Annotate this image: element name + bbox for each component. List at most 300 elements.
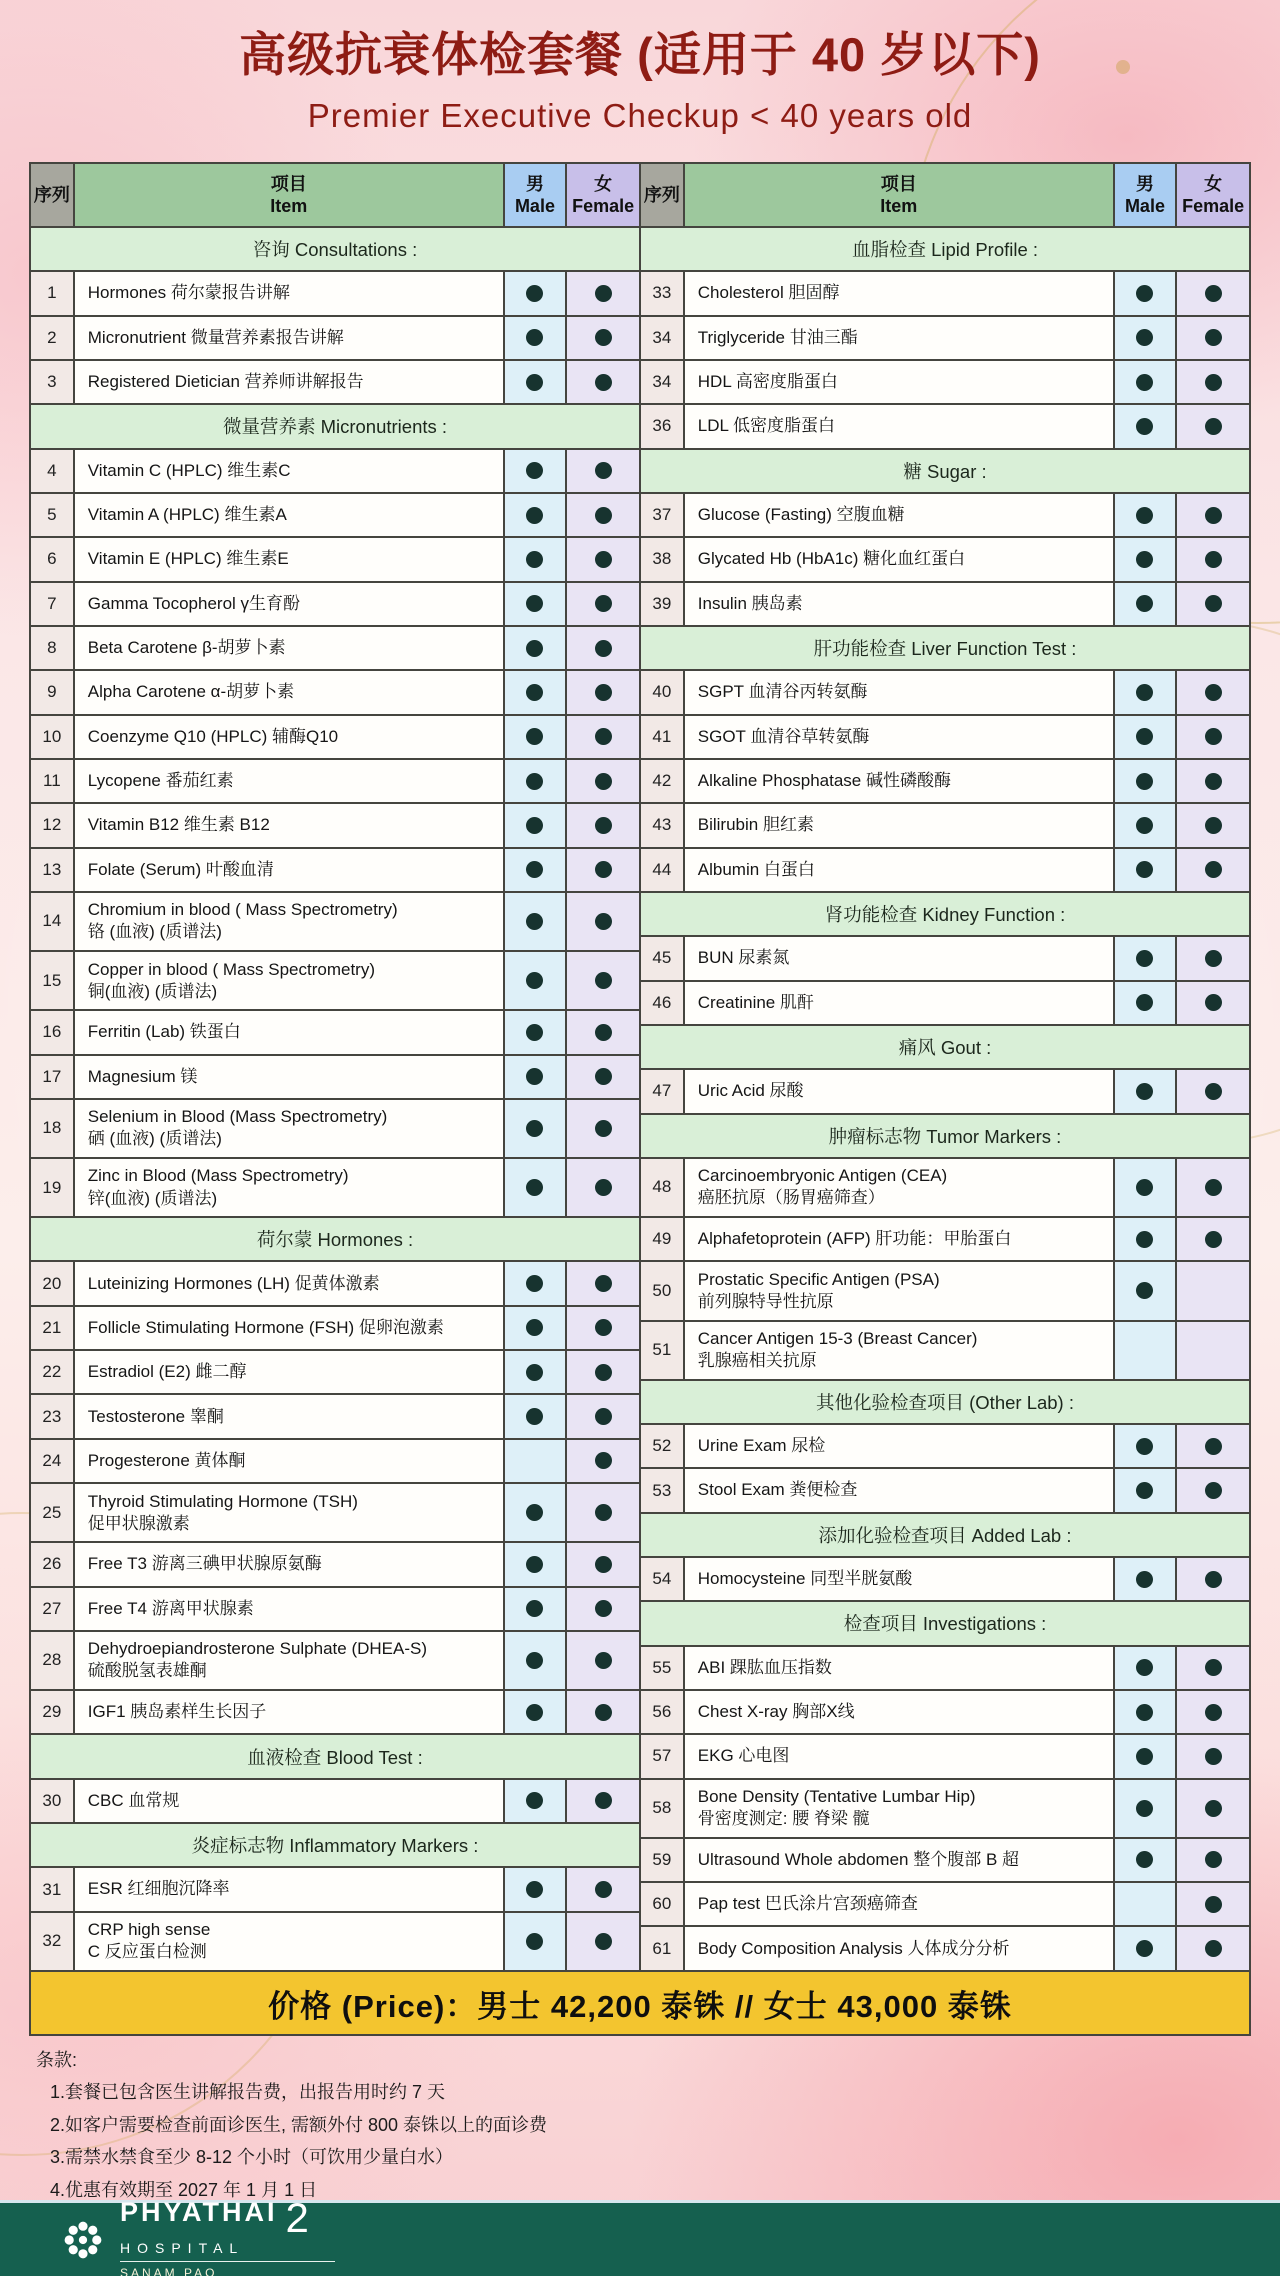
flower-icon <box>60 2217 106 2263</box>
male-cell <box>505 804 568 846</box>
male-cell <box>505 893 568 950</box>
table-row <box>641 1262 1249 1321</box>
seq-cell: 52 <box>641 1425 685 1467</box>
seq-cell: 58 <box>641 1780 685 1837</box>
item-cell: Urine Exam 尿检 <box>685 1425 1115 1467</box>
female-cell <box>567 450 639 492</box>
item-cell: Free T4 游离甲状腺素 <box>75 1588 505 1630</box>
included-dot-icon <box>595 1600 612 1617</box>
table-row <box>641 671 1249 715</box>
included-dot-icon <box>526 728 543 745</box>
included-dot-icon <box>595 374 612 391</box>
included-dot-icon <box>1205 374 1222 391</box>
table-left-half <box>31 164 639 1970</box>
item-text-line2: 乳腺癌相关抗原 <box>697 1351 817 1371</box>
included-dot-icon <box>595 773 612 790</box>
item-cell: Ultrasound Whole abdomen 整个腹部 B 超 <box>685 1839 1115 1881</box>
seq-cell: 23 <box>31 1395 75 1437</box>
section-row: 荷尔蒙 Hormones : <box>31 1218 639 1262</box>
header-item <box>685 164 1115 226</box>
table-row <box>641 538 1249 582</box>
female-cell <box>1177 1691 1249 1733</box>
included-dot-icon <box>526 1556 543 1573</box>
included-dot-icon <box>1205 994 1222 1011</box>
item-text-line1: Dehydroepiandrosterone Sulphate (DHEA-S) <box>87 1639 428 1659</box>
item-cell: Ferritin (Lab) 铁蛋白 <box>75 1011 505 1053</box>
table-row <box>31 272 639 316</box>
included-dot-icon <box>595 1792 612 1809</box>
section-row: 添加化验检查项目 Added Lab : <box>641 1514 1249 1558</box>
section-row: 炎症标志物 Inflammatory Markers : <box>31 1824 639 1868</box>
table-row <box>31 1159 639 1218</box>
included-dot-icon <box>595 1408 612 1425</box>
female-cell <box>567 583 639 625</box>
included-dot-icon <box>1136 684 1153 701</box>
included-dot-icon <box>526 1179 543 1196</box>
seq-cell: 60 <box>641 1883 685 1925</box>
item-cell: Testosterone 睾酮 <box>75 1395 505 1437</box>
item-cell: Beta Carotene β-胡萝卜素 <box>75 627 505 669</box>
male-cell <box>1115 1425 1178 1467</box>
terms-notes <box>36 2044 547 2206</box>
included-dot-icon <box>526 640 543 657</box>
included-dot-icon <box>595 1024 612 1041</box>
item-cell: LDL 低密度脂蛋白 <box>685 405 1115 447</box>
seq-cell: 51 <box>641 1322 685 1379</box>
table-row <box>641 1735 1249 1779</box>
seq-cell: 14 <box>31 893 75 950</box>
male-cell <box>505 1056 568 1098</box>
seq-cell: 28 <box>31 1632 75 1689</box>
included-dot-icon <box>526 507 543 524</box>
section-row: 肿瘤标志物 Tumor Markers : <box>641 1115 1249 1159</box>
included-dot-icon <box>526 285 543 302</box>
male-cell <box>505 671 568 713</box>
included-dot-icon <box>1205 1851 1222 1868</box>
table-row <box>641 405 1249 449</box>
included-dot-icon <box>1136 595 1153 612</box>
hospital-number: 2 <box>285 2194 309 2242</box>
item-text-line1: Chromium in blood ( Mass Spectrometry) <box>87 900 398 920</box>
male-cell <box>505 538 568 580</box>
seq-cell: 38 <box>641 538 685 580</box>
logo-divider <box>120 2261 335 2262</box>
item-cell: ESR 红细胞沉降率 <box>75 1868 505 1910</box>
table-row <box>31 361 639 405</box>
item-cell: Albumin 白蛋白 <box>685 849 1115 891</box>
header-female-zh: 女 <box>1204 173 1223 194</box>
table-header-row <box>641 164 1249 228</box>
item-cell <box>685 1262 1115 1319</box>
included-dot-icon <box>1136 728 1153 745</box>
female-cell <box>1177 1558 1249 1600</box>
item-cell: Alpha Carotene α-胡萝卜素 <box>75 671 505 713</box>
included-dot-icon <box>595 507 612 524</box>
seq-cell: 57 <box>641 1735 685 1777</box>
male-cell <box>1115 1322 1178 1379</box>
male-cell <box>505 1691 568 1733</box>
item-text-line2: 促甲状腺激素 <box>87 1513 190 1533</box>
seq-cell: 45 <box>641 937 685 979</box>
table-row <box>641 1159 1249 1218</box>
item-cell: Uric Acid 尿酸 <box>685 1070 1115 1112</box>
header-item <box>75 164 505 226</box>
item-cell: Registered Dietician 营养师讲解报告 <box>75 361 505 403</box>
item-cell: Alphafetoprotein (AFP) 肝功能：甲胎蛋白 <box>685 1218 1115 1260</box>
male-cell <box>1115 1780 1178 1837</box>
item-text-line1: Selenium in Blood (Mass Spectrometry) <box>87 1107 388 1127</box>
included-dot-icon <box>1205 1748 1222 1765</box>
male-cell <box>1115 1469 1178 1511</box>
seq-cell: 13 <box>31 849 75 891</box>
header-female <box>567 164 639 226</box>
table-row <box>31 1262 639 1306</box>
item-cell: Homocysteine 同型半胱氨酸 <box>685 1558 1115 1600</box>
item-cell <box>75 1913 505 1970</box>
section-row: 检查项目 Investigations : <box>641 1602 1249 1646</box>
seq-cell: 2 <box>31 317 75 359</box>
male-cell <box>505 1543 568 1585</box>
table-row <box>641 849 1249 893</box>
table-row <box>31 1011 639 1055</box>
female-cell <box>567 1484 639 1541</box>
female-cell <box>1177 583 1249 625</box>
seq-cell: 26 <box>31 1543 75 1585</box>
seq-cell: 22 <box>31 1351 75 1393</box>
female-cell <box>1177 1469 1249 1511</box>
female-cell <box>1177 1927 1249 1969</box>
included-dot-icon <box>1205 817 1222 834</box>
female-cell <box>567 494 639 536</box>
male-cell <box>505 849 568 891</box>
section-row: 咨询 Consultations : <box>31 228 639 272</box>
header-female-en: Female <box>1182 196 1245 216</box>
included-dot-icon <box>1205 595 1222 612</box>
table-row <box>641 583 1249 627</box>
item-cell: ABI 踝肱血压指数 <box>685 1647 1115 1689</box>
included-dot-icon <box>595 1364 612 1381</box>
included-dot-icon <box>526 1792 543 1809</box>
item-cell <box>75 1484 505 1541</box>
female-cell <box>1177 405 1249 447</box>
included-dot-icon <box>595 462 612 479</box>
included-dot-icon <box>595 913 612 930</box>
included-dot-icon <box>526 1408 543 1425</box>
table-row <box>641 1425 1249 1469</box>
terms-item: 3.需禁水禁食至少 8-12 个小时（可饮用少量白水） <box>50 2147 454 2168</box>
seq-cell: 55 <box>641 1647 685 1689</box>
table-row <box>31 1691 639 1735</box>
hospital-branch: SANAM PAO <box>120 2265 218 2276</box>
male-cell <box>1115 317 1178 359</box>
included-dot-icon <box>1205 507 1222 524</box>
item-cell: Hormones 荷尔蒙报告讲解 <box>75 272 505 314</box>
table-row <box>31 1588 639 1632</box>
item-text-line2: 硫酸脱氢表雄酮 <box>87 1661 207 1681</box>
female-cell <box>567 804 639 846</box>
included-dot-icon <box>526 1275 543 1292</box>
seq-cell: 41 <box>641 716 685 758</box>
included-dot-icon <box>1136 773 1153 790</box>
included-dot-icon <box>1205 1179 1222 1196</box>
item-cell: Free T3 游离三碘甲状腺原氨酶 <box>75 1543 505 1585</box>
table-row <box>31 716 639 760</box>
included-dot-icon <box>1136 1748 1153 1765</box>
included-dot-icon <box>526 817 543 834</box>
included-dot-icon <box>526 1600 543 1617</box>
item-cell: Insulin 胰岛素 <box>685 583 1115 625</box>
seq-cell: 33 <box>641 272 685 314</box>
seq-cell: 16 <box>31 1011 75 1053</box>
included-dot-icon <box>526 1319 543 1336</box>
included-dot-icon <box>1136 994 1153 1011</box>
included-dot-icon <box>526 861 543 878</box>
included-dot-icon <box>526 1068 543 1085</box>
terms-list <box>36 2076 547 2206</box>
item-cell: SGPT 血清谷丙转氨酶 <box>685 671 1115 713</box>
item-text-line1: CRP high sense <box>87 1920 211 1940</box>
male-cell <box>505 1307 568 1349</box>
included-dot-icon <box>595 1704 612 1721</box>
female-cell <box>567 1632 639 1689</box>
male-cell <box>505 317 568 359</box>
included-dot-icon <box>1205 418 1222 435</box>
item-cell: Coenzyme Q10 (HPLC) 辅酶Q10 <box>75 716 505 758</box>
included-dot-icon <box>1205 1482 1222 1499</box>
seq-cell: 40 <box>641 671 685 713</box>
item-text-line2: 骨密度测定: 腰 脊梁 髋 <box>697 1809 870 1829</box>
female-cell <box>567 1159 639 1216</box>
seq-cell: 10 <box>31 716 75 758</box>
seq-cell: 15 <box>31 952 75 1009</box>
male-cell <box>1115 1691 1178 1733</box>
header-item-zh: 项目 <box>270 173 307 194</box>
checkup-table <box>29 162 1251 2036</box>
included-dot-icon <box>526 1024 543 1041</box>
table-row <box>31 317 639 361</box>
male-cell <box>505 1100 568 1157</box>
male-cell <box>1115 760 1178 802</box>
included-dot-icon <box>1205 1940 1222 1957</box>
section-row: 痛风 Gout : <box>641 1026 1249 1070</box>
footer-bar <box>0 2194 1280 2276</box>
included-dot-icon <box>1136 1940 1153 1957</box>
included-dot-icon <box>595 1652 612 1669</box>
included-dot-icon <box>595 684 612 701</box>
included-dot-icon <box>526 1652 543 1669</box>
included-dot-icon <box>526 462 543 479</box>
male-cell <box>505 583 568 625</box>
section-row: 其他化验检查项目 (Other Lab) : <box>641 1381 1249 1425</box>
item-text-line1: Thyroid Stimulating Hormone (TSH) <box>87 1491 358 1511</box>
included-dot-icon <box>595 1319 612 1336</box>
male-cell <box>1115 405 1178 447</box>
male-cell <box>1115 1735 1178 1777</box>
hospital-label: HOSPITAL <box>120 2239 245 2256</box>
included-dot-icon <box>1136 1571 1153 1588</box>
female-cell <box>567 1011 639 1053</box>
seq-cell: 9 <box>31 671 75 713</box>
included-dot-icon <box>595 861 612 878</box>
seq-cell: 1 <box>31 272 75 314</box>
item-cell: Vitamin C (HPLC) 维生素C <box>75 450 505 492</box>
seq-cell: 4 <box>31 450 75 492</box>
female-cell <box>1177 937 1249 979</box>
seq-cell: 25 <box>31 1484 75 1541</box>
header-male-zh: 男 <box>1135 173 1154 194</box>
male-cell <box>1115 538 1178 580</box>
included-dot-icon <box>1136 1851 1153 1868</box>
seq-cell: 17 <box>31 1056 75 1098</box>
table-row <box>31 671 639 715</box>
male-cell <box>1115 361 1178 403</box>
included-dot-icon <box>526 913 543 930</box>
male-cell <box>1115 1070 1178 1112</box>
item-cell: SGOT 血清谷草转氨酶 <box>685 716 1115 758</box>
female-cell <box>567 1440 639 1482</box>
male-cell <box>505 450 568 492</box>
included-dot-icon <box>595 1275 612 1292</box>
item-cell: Micronutrient 微量营养素报告讲解 <box>75 317 505 359</box>
table-row <box>641 361 1249 405</box>
item-cell: Luteinizing Hormones (LH) 促黄体激素 <box>75 1262 505 1304</box>
included-dot-icon <box>595 1933 612 1950</box>
male-cell <box>1115 1647 1178 1689</box>
page-title: 高级抗衰体检套餐 (适用于 40 岁以下) <box>239 28 1041 81</box>
item-cell: Stool Exam 粪便检查 <box>685 1469 1115 1511</box>
seq-cell: 49 <box>641 1218 685 1260</box>
included-dot-icon <box>526 773 543 790</box>
seq-cell: 29 <box>31 1691 75 1733</box>
item-cell: Follicle Stimulating Hormone (FSH) 促卵泡激素 <box>75 1307 505 1349</box>
seq-cell: 3 <box>31 361 75 403</box>
table-row <box>641 1322 1249 1381</box>
table-row <box>641 1883 1249 1927</box>
table-row <box>641 494 1249 538</box>
included-dot-icon <box>595 1068 612 1085</box>
included-dot-icon <box>1136 507 1153 524</box>
male-cell <box>1115 1927 1178 1969</box>
included-dot-icon <box>1136 374 1153 391</box>
item-cell <box>75 1632 505 1689</box>
female-cell <box>567 1100 639 1157</box>
seq-cell: 8 <box>31 627 75 669</box>
table-row <box>641 804 1249 848</box>
included-dot-icon <box>1136 1800 1153 1817</box>
included-dot-icon <box>1205 1231 1222 1248</box>
included-dot-icon <box>526 595 543 612</box>
female-cell <box>1177 716 1249 758</box>
female-cell <box>1177 1647 1249 1689</box>
included-dot-icon <box>1136 329 1153 346</box>
male-cell <box>1115 1262 1178 1319</box>
table-row <box>31 1395 639 1439</box>
phyathai-logo <box>60 2194 335 2276</box>
seq-cell: 54 <box>641 1558 685 1600</box>
male-cell <box>505 494 568 536</box>
seq-cell: 43 <box>641 804 685 846</box>
included-dot-icon <box>526 374 543 391</box>
male-cell <box>1115 671 1178 713</box>
included-dot-icon <box>526 1504 543 1521</box>
table-row <box>641 1469 1249 1513</box>
item-cell: Folate (Serum) 叶酸血清 <box>75 849 505 891</box>
table-row <box>31 450 639 494</box>
included-dot-icon <box>595 640 612 657</box>
male-cell <box>1115 1558 1178 1600</box>
female-cell <box>567 1691 639 1733</box>
section-row: 血液检查 Blood Test : <box>31 1735 639 1779</box>
included-dot-icon <box>1205 1083 1222 1100</box>
female-cell <box>567 952 639 1009</box>
male-cell <box>505 627 568 669</box>
header-item-en: Item <box>270 196 308 216</box>
male-cell <box>1115 849 1178 891</box>
included-dot-icon <box>595 329 612 346</box>
section-row: 糖 Sugar : <box>641 450 1249 494</box>
included-dot-icon <box>1205 1659 1222 1676</box>
item-cell <box>75 952 505 1009</box>
included-dot-icon <box>1205 1571 1222 1588</box>
female-cell <box>567 272 639 314</box>
seq-cell: 24 <box>31 1440 75 1482</box>
included-dot-icon <box>1136 1282 1153 1299</box>
female-cell <box>1177 849 1249 891</box>
male-cell <box>1115 583 1178 625</box>
item-cell: Bilirubin 胆红素 <box>685 804 1115 846</box>
item-cell: EKG 心电图 <box>685 1735 1115 1777</box>
seq-cell: 6 <box>31 538 75 580</box>
table-row <box>641 1780 1249 1839</box>
seq-cell: 11 <box>31 760 75 802</box>
included-dot-icon <box>1136 1659 1153 1676</box>
table-row <box>31 760 639 804</box>
male-cell <box>1115 982 1178 1024</box>
seq-cell: 30 <box>31 1780 75 1822</box>
included-dot-icon <box>1205 861 1222 878</box>
female-cell <box>1177 1218 1249 1260</box>
seq-cell: 36 <box>641 405 685 447</box>
table-row <box>31 1484 639 1543</box>
seq-cell: 59 <box>641 1839 685 1881</box>
header-male <box>1115 164 1178 226</box>
included-dot-icon <box>595 1179 612 1196</box>
hospital-name: PHYATHAI <box>120 2197 278 2228</box>
seq-cell: 46 <box>641 982 685 1024</box>
included-dot-icon <box>1136 817 1153 834</box>
table-row <box>641 1070 1249 1114</box>
included-dot-icon <box>1205 1800 1222 1817</box>
seq-cell: 19 <box>31 1159 75 1216</box>
table-row <box>31 1780 639 1824</box>
female-cell <box>567 1307 639 1349</box>
item-cell: Pap test 巴氏涂片宫颈癌筛查 <box>685 1883 1115 1925</box>
included-dot-icon <box>1136 861 1153 878</box>
section-row: 微量营养素 Micronutrients : <box>31 405 639 449</box>
included-dot-icon <box>1136 950 1153 967</box>
included-dot-icon <box>1136 1083 1153 1100</box>
table-row <box>641 317 1249 361</box>
table-row <box>641 760 1249 804</box>
price-bar: 价格 (Price)：男士 42,200 泰铢 // 女士 43,000 泰铢 <box>29 1972 1251 2036</box>
seq-cell: 32 <box>31 1913 75 1970</box>
table-row <box>641 716 1249 760</box>
item-cell: IGF1 胰岛素样生长因子 <box>75 1691 505 1733</box>
female-cell <box>567 361 639 403</box>
table-row <box>31 1307 639 1351</box>
male-cell <box>1115 1218 1178 1260</box>
item-cell <box>685 1159 1115 1216</box>
